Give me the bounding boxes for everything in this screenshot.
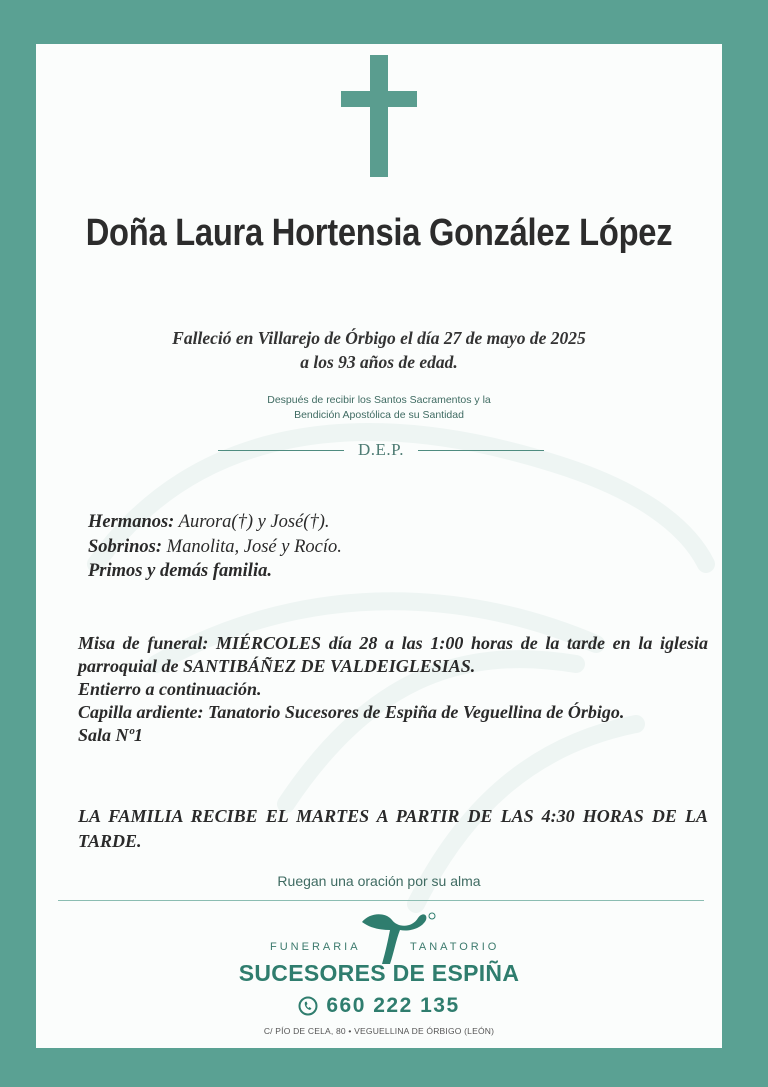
phone-icon [298, 996, 318, 1016]
dep-text: D.E.P. [358, 440, 404, 459]
company-name: SUCESORES DE ESPIÑA [238, 960, 520, 986]
funeraria-label: FUNERARIA [270, 941, 361, 953]
tanatorio-label: TANATORIO [410, 941, 500, 953]
deceased-name: Doña Laura Hortensia González López [85, 212, 673, 254]
sacraments-line: Bendición Apostólica de su Santidad [294, 409, 464, 421]
family-reception: LA FAMILIA RECIBE EL MARTES A PARTIR DE LAS 4:30 HORAS DE LA TARDE. [78, 806, 708, 851]
death-notice-line: Falleció en Villarejo de Órbigo el día 27 de mayo de 2025 [172, 328, 586, 348]
funeraria-logo-icon [356, 910, 436, 966]
cousins-text: Primos y demás familia. [88, 561, 272, 581]
death-notice-age: a los 93 años de edad. [300, 352, 458, 372]
dep-divider [218, 440, 544, 460]
obituary-sheet [36, 44, 722, 1048]
siblings-label: Hermanos: [88, 512, 175, 532]
funeral-details [78, 632, 708, 747]
nephews-line [88, 535, 688, 560]
prayer-request: Ruegan una oración por su alma [277, 873, 481, 889]
cousins-line [88, 559, 688, 584]
company-address: C/ PÍO DE CELA, 80 • VEGUELLINA DE ÓRBIGO (LEÓN) [263, 1026, 495, 1036]
phone-row [36, 994, 722, 1018]
sacraments-note [36, 393, 722, 423]
footer-divider [58, 900, 704, 901]
family-list [88, 510, 688, 584]
funeral-burial: Entierro a continuación. [78, 679, 262, 699]
death-notice [36, 326, 722, 374]
phone-number[interactable]: 660 222 135 [326, 994, 460, 1017]
funeral-room: Sala Nº1 [78, 725, 143, 745]
divider-line [218, 450, 344, 451]
nephews-label: Sobrinos: [88, 536, 163, 557]
cross-icon [341, 55, 417, 177]
funeral-chapel: Capilla ardiente: Tanatorio Sucesores de Espiña de Veguellina de Órbigo. [78, 702, 625, 722]
siblings-value: Aurora(†) y José(†). [178, 512, 330, 532]
sacraments-line: Después de recibir los Santos Sacramentos y la [267, 394, 491, 406]
divider-line [418, 450, 544, 451]
nephews-value: Manolita, José y Rocío. [166, 536, 342, 557]
siblings-line [88, 510, 688, 535]
funeral-mass: Misa de funeral: MIÉRCOLES día 28 a las 1:00 horas de la tarde en la iglesia parroquial de SANTIBÁÑEZ DE VALDEIGLESIAS. [78, 633, 708, 676]
